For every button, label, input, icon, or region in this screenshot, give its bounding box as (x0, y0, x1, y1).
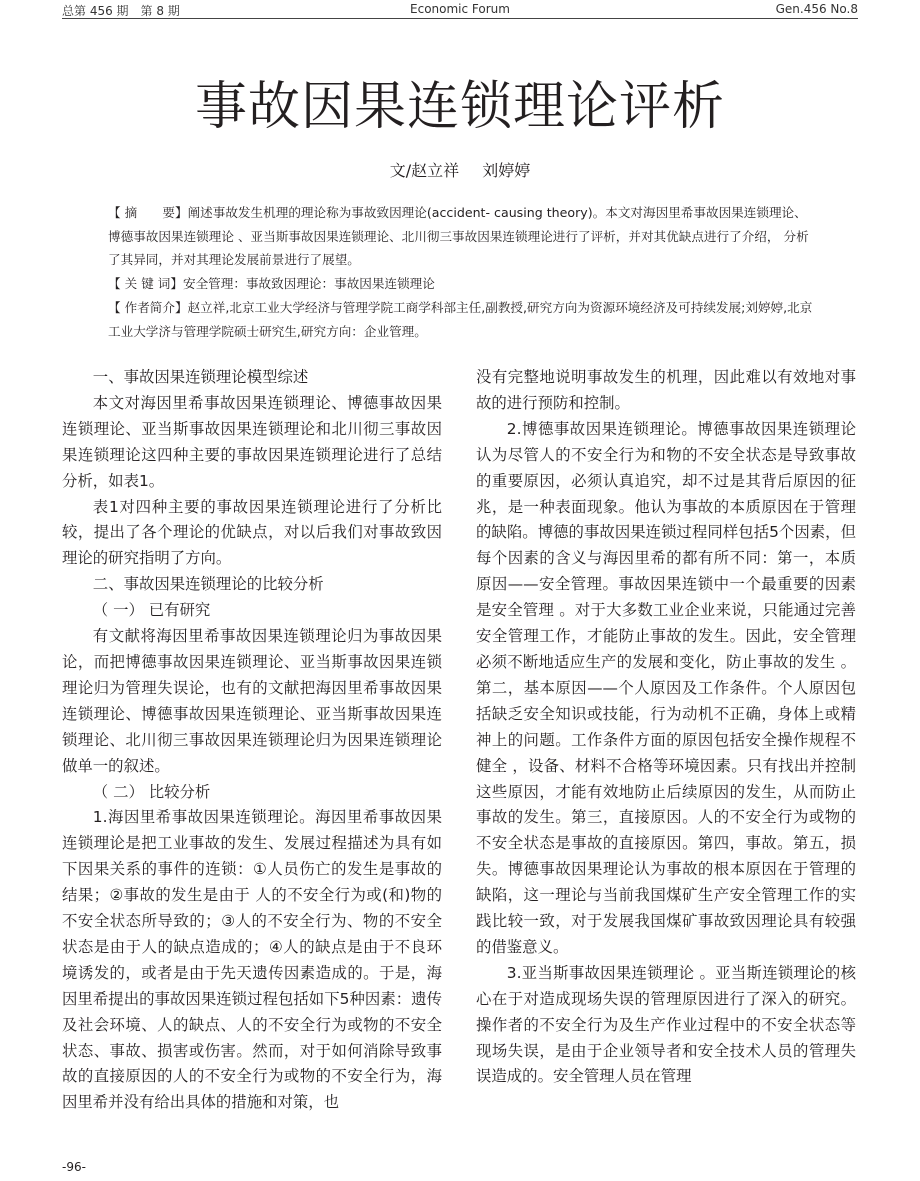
keywords-text: 安全管理：事故致因理论：事故因果连锁理论 (182, 276, 435, 291)
body-column-left (62, 365, 442, 1116)
abstract (108, 201, 814, 272)
header-rule (62, 18, 858, 19)
paragraph: 表1对四种主要的事故因果连锁理论进行了分析比较，提出了各个理论的优缺点，对以后我们对事故致因理论的研究指明了方向。 (62, 497, 442, 568)
section-heading: 一、事故因果连锁理论模型综述 (92, 368, 309, 386)
paragraph: 3.亚当斯事故因果连锁理论 。亚当斯连锁理论的核心在于对造成现场失误的管理原因进行了深入的研究。操作者的不安全行为及生产作业过程中的不安全状态等现场失误，是由于企业领导者和安全技术人员的管理失误造成的。安全管理人员在管理 (476, 963, 856, 1086)
paragraph: 有文献将海因里希事故因果连锁理论归为事故因果论，而把博德事故因果连锁理论、亚当斯事故因果连锁理论归为管理失误论，也有的文献把海因里希事故因果连锁理论、博德事故因果连锁理论、亚当斯事故因果连锁理论、北川彻三事故因果连锁理论归为因果连锁理论做单一的叙述。 (62, 627, 442, 775)
article-title: 事故因果连锁理论评析 (194, 77, 725, 137)
subsection-heading: （ 一） 已有研究 (92, 601, 211, 620)
abstract-label: 【 摘 要】 (108, 205, 188, 220)
paragraph-continued: 没有完整地说明事故发生的机理，因此难以有效地对事故的进行预防和控制。 (476, 368, 856, 412)
keywords-label: 【 关 键 词】 (108, 276, 183, 291)
section-heading: 二、事故因果连锁理论的比较分析 (92, 575, 324, 594)
journal-name: Economic Forum (410, 2, 510, 16)
abstract-text: 阐述事故发生机理的理论称为事故致因理论(accident- causing theory)。本文对海因里希事故因果连锁理论、博德事故因果连锁理论 、亚当斯事故因果连锁理论、北川彻三事故因果连锁理论进行了评析，并对其优缺点进行了介绍， 分析了其异同，并对其理论发展前景进行了展望。 (108, 205, 809, 267)
body-column-right (476, 365, 856, 1090)
author-bio (108, 296, 814, 343)
paragraph: 2.博德事故因果连锁理论。博德事故因果连锁理论认为尽管人的不安全行为和物的不安全状态是导致事故的重要原因，必须认真追究，却不过是其背后原因的征兆，是一种表面现象。他认为事故的本质原因在于管理的缺陷。博德的事故因果连锁过程同样包括5个因素，但每个因素的含义与海因里希的都有所不同：第一，本质原因——安全管理。事故因果连锁中一个最重要的因素是安全管理 。对于大多数工业企业来说，只能通过完善安全管理工作，才能防止事故的发生。因此，安全管理必须不断地适应生产的发展和变化，防止事故的发生 。第二，基本原因——个人原因及工作条件。个人原因包括缺乏安全知识或技能，行为动机不正确，身体上或精神上的问题。工作条件方面的原因包括安全操作规程不健全 ，设备、材料不合格等环境因素。只有找出并控制这些原因，才能有效地防止后续原因的发生，从而防止事故的发生。第三，直接原因。人的不安全行为或物的不安全状态是事故的直接原因。第四，事故。第五，损失。博德事故因果理论认为事故的根本原因在于管理的缺陷，这一理论与当前我国煤矿生产安全管理工作的实践比较一致，对于发展我国煤矿事故致因理论具有较强的借鉴意义。 (476, 419, 856, 956)
author-2: 刘婷婷 (482, 161, 531, 180)
author-1: 文/赵立祥 (389, 161, 460, 180)
running-header (0, 0, 920, 20)
author-bio-text: 赵立祥,北京工业大学经济与管理学院工商学科部主任,副教授,研究方向为资源环境经济及可持续发展;刘婷婷,北京工业大学济与管理学院硕士研究生,研究方向：企业管理。 (108, 300, 813, 339)
issue-label: 总第 456 期 第 8 期 (62, 4, 180, 18)
keywords (108, 272, 814, 296)
author-line (0, 158, 920, 181)
page-number: -96- (62, 1160, 86, 1174)
author-bio-label: 【 作者简介】 (108, 300, 188, 315)
paragraph: 本文对海因里希事故因果连锁理论、博德事故因果连锁理论、亚当斯事故因果连锁理论和北川彻三事故因果连锁理论这四种主要的事故因果连锁理论进行了总结分析，如表1。 (62, 393, 442, 490)
subsection-heading: （ 二） 比较分析 (92, 782, 211, 801)
issue-number: Gen.456 No.8 (775, 2, 858, 16)
paragraph: 1.海因里希事故因果连锁理论。海因里希事故因果连锁理论是把工业事故的发生、发展过程描述为具有如下因果关系的事件的连锁：①人员伤亡的发生是事故的结果；②事故的发生是由于 人的不安全行为或(和)物的不安全状态所导致的；③人的不安全行为、物的不安全状态是由于人的缺点造成的；④人的缺点是由于不良环境诱发的，或者是由于先天遗传因素造成的。于是，海因里希提出的事故因果连锁过程包括如下5种因素：遗传及社会环境、人的缺点、人的不安全行为或物的不安全状态、事故、损害或伤害。然而，对于如何消除导致事故的直接原因的人的不安全行为或物的不安全行为，海因里希并没有给出具体的措施和对策，也 (62, 808, 442, 1112)
